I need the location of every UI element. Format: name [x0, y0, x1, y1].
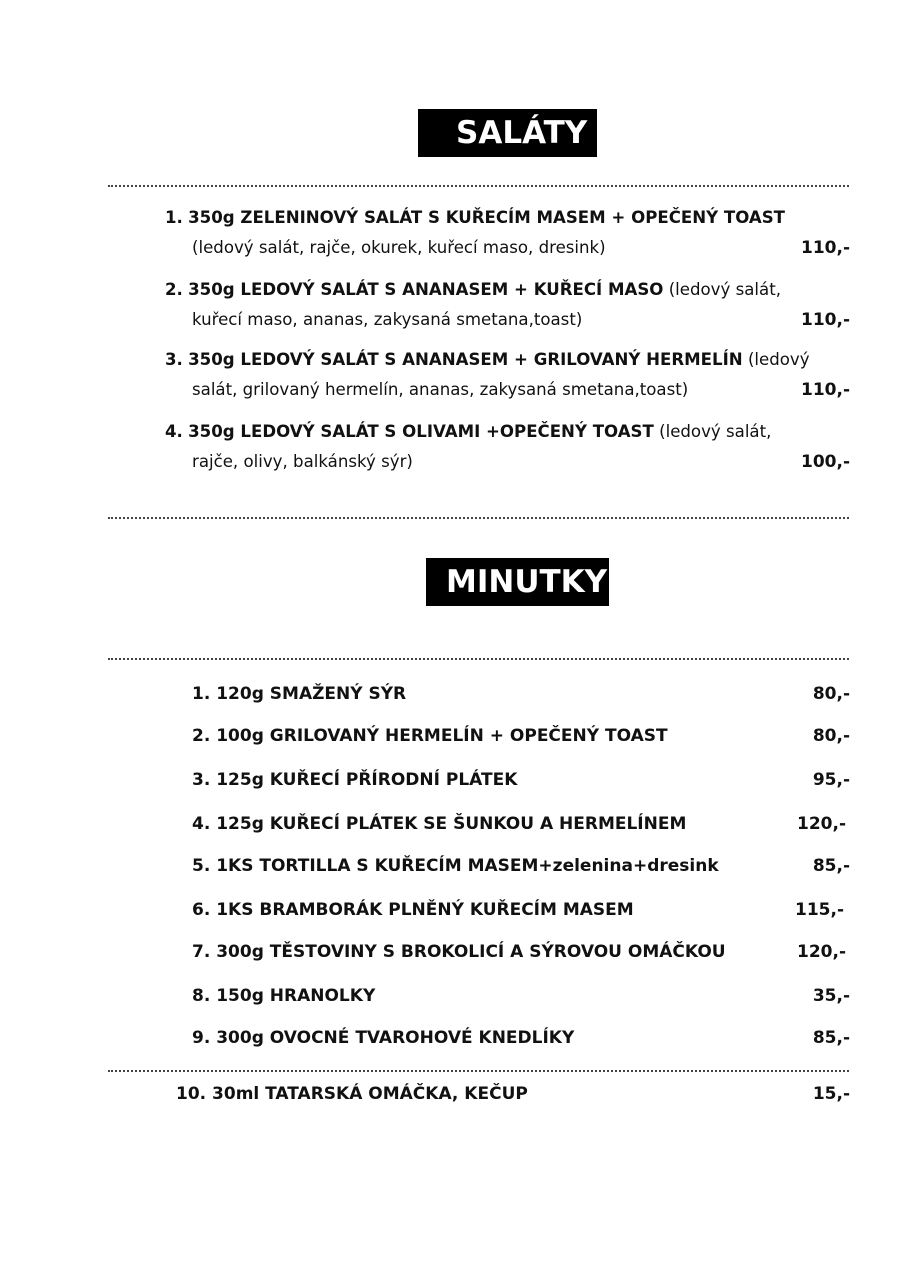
dotted-divider	[108, 1070, 849, 1072]
item-price: 100,-	[801, 452, 850, 472]
item-number: 1.	[165, 208, 183, 227]
item-price: 95,-	[812, 770, 850, 790]
item-title: 10. 30ml TATARSKÁ OMÁČKA, KEČUP	[176, 1084, 528, 1104]
item-description: (ledový	[747, 350, 810, 369]
item-title: 6. 1KS BRAMBORÁK PLNĚNÝ KUŘECÍM MASEM	[192, 900, 634, 920]
item-number: 4.	[165, 422, 183, 441]
item-title: 3. 125g KUŘECÍ PŘÍRODNÍ PLÁTEK	[192, 770, 518, 790]
item-description-line2: kuřecí maso, ananas, zakysaná smetana,toast)	[192, 310, 583, 329]
minutky-item-5	[192, 854, 850, 878]
dotted-divider	[108, 517, 849, 519]
item-title: 7. 300g TĚSTOVINY S BROKOLICÍ A SÝROVOU OMÁČKOU	[192, 942, 726, 962]
minutky-item-1	[192, 682, 850, 706]
item-title: 5. 1KS TORTILLA S KUŘECÍM MASEM+zelenina+dresink	[192, 856, 719, 876]
item-number: 2.	[165, 280, 183, 299]
minutky-extra-item	[176, 1082, 850, 1106]
minutky-item-9	[192, 1026, 850, 1050]
item-title: 8. 150g HRANOLKY	[192, 986, 376, 1006]
item-title: 350g LEDOVÝ SALÁT S ANANASEM + KUŘECÍ MASO	[188, 280, 664, 299]
item-price: 35,-	[812, 986, 850, 1006]
section-heading-minutky: MINUTKY	[426, 558, 609, 606]
minutky-item-3	[192, 768, 850, 792]
minutky-item-4	[192, 812, 850, 836]
item-title: 350g ZELENINOVÝ SALÁT S KUŘECÍM MASEM + OPEČENÝ TOAST	[188, 208, 785, 227]
item-description-line2: rajče, olivy, balkánský sýr)	[192, 452, 413, 471]
minutky-item-2	[192, 724, 850, 748]
item-title: 9. 300g OVOCNÉ TVAROHOVÉ KNEDLÍKY	[192, 1028, 575, 1048]
item-price: 110,-	[801, 238, 850, 258]
section-heading-salaty: SALÁTY	[418, 109, 597, 157]
item-price: 115,-	[795, 900, 844, 920]
item-description: (ledový salát,	[659, 422, 772, 441]
item-price: 15,-	[812, 1084, 850, 1104]
item-title: 1. 120g SMAŽENÝ SÝR	[192, 684, 407, 704]
minutky-item-7	[192, 940, 850, 964]
item-price: 110,-	[801, 310, 850, 330]
item-price: 110,-	[801, 380, 850, 400]
item-price: 85,-	[812, 1028, 850, 1048]
item-description: (ledový salát,	[668, 280, 781, 299]
item-title: 4. 125g KUŘECÍ PLÁTEK SE ŠUNKOU A HERMELÍNEM	[192, 814, 687, 834]
item-description-line2: salát, grilovaný hermelín, ananas, zakysaná smetana,toast)	[192, 380, 689, 399]
item-price: 80,-	[812, 726, 850, 746]
item-title: 350g LEDOVÝ SALÁT S OLIVAMI +OPEČENÝ TOAST	[188, 422, 654, 441]
item-description-line2: (ledový salát, rajče, okurek, kuřecí maso, dresink)	[192, 238, 606, 257]
dotted-divider	[108, 658, 849, 660]
item-title: 2. 100g GRILOVANÝ HERMELÍN + OPEČENÝ TOAST	[192, 726, 668, 746]
item-price: 120,-	[797, 814, 846, 834]
item-price: 120,-	[797, 942, 846, 962]
dotted-divider	[108, 185, 849, 187]
item-number: 3.	[165, 350, 183, 369]
item-price: 80,-	[812, 684, 850, 704]
item-price: 85,-	[812, 856, 850, 876]
item-title: 350g LEDOVÝ SALÁT S ANANASEM + GRILOVANÝ HERMELÍN	[188, 350, 743, 369]
minutky-item-6	[192, 898, 850, 922]
minutky-item-8	[192, 984, 850, 1008]
